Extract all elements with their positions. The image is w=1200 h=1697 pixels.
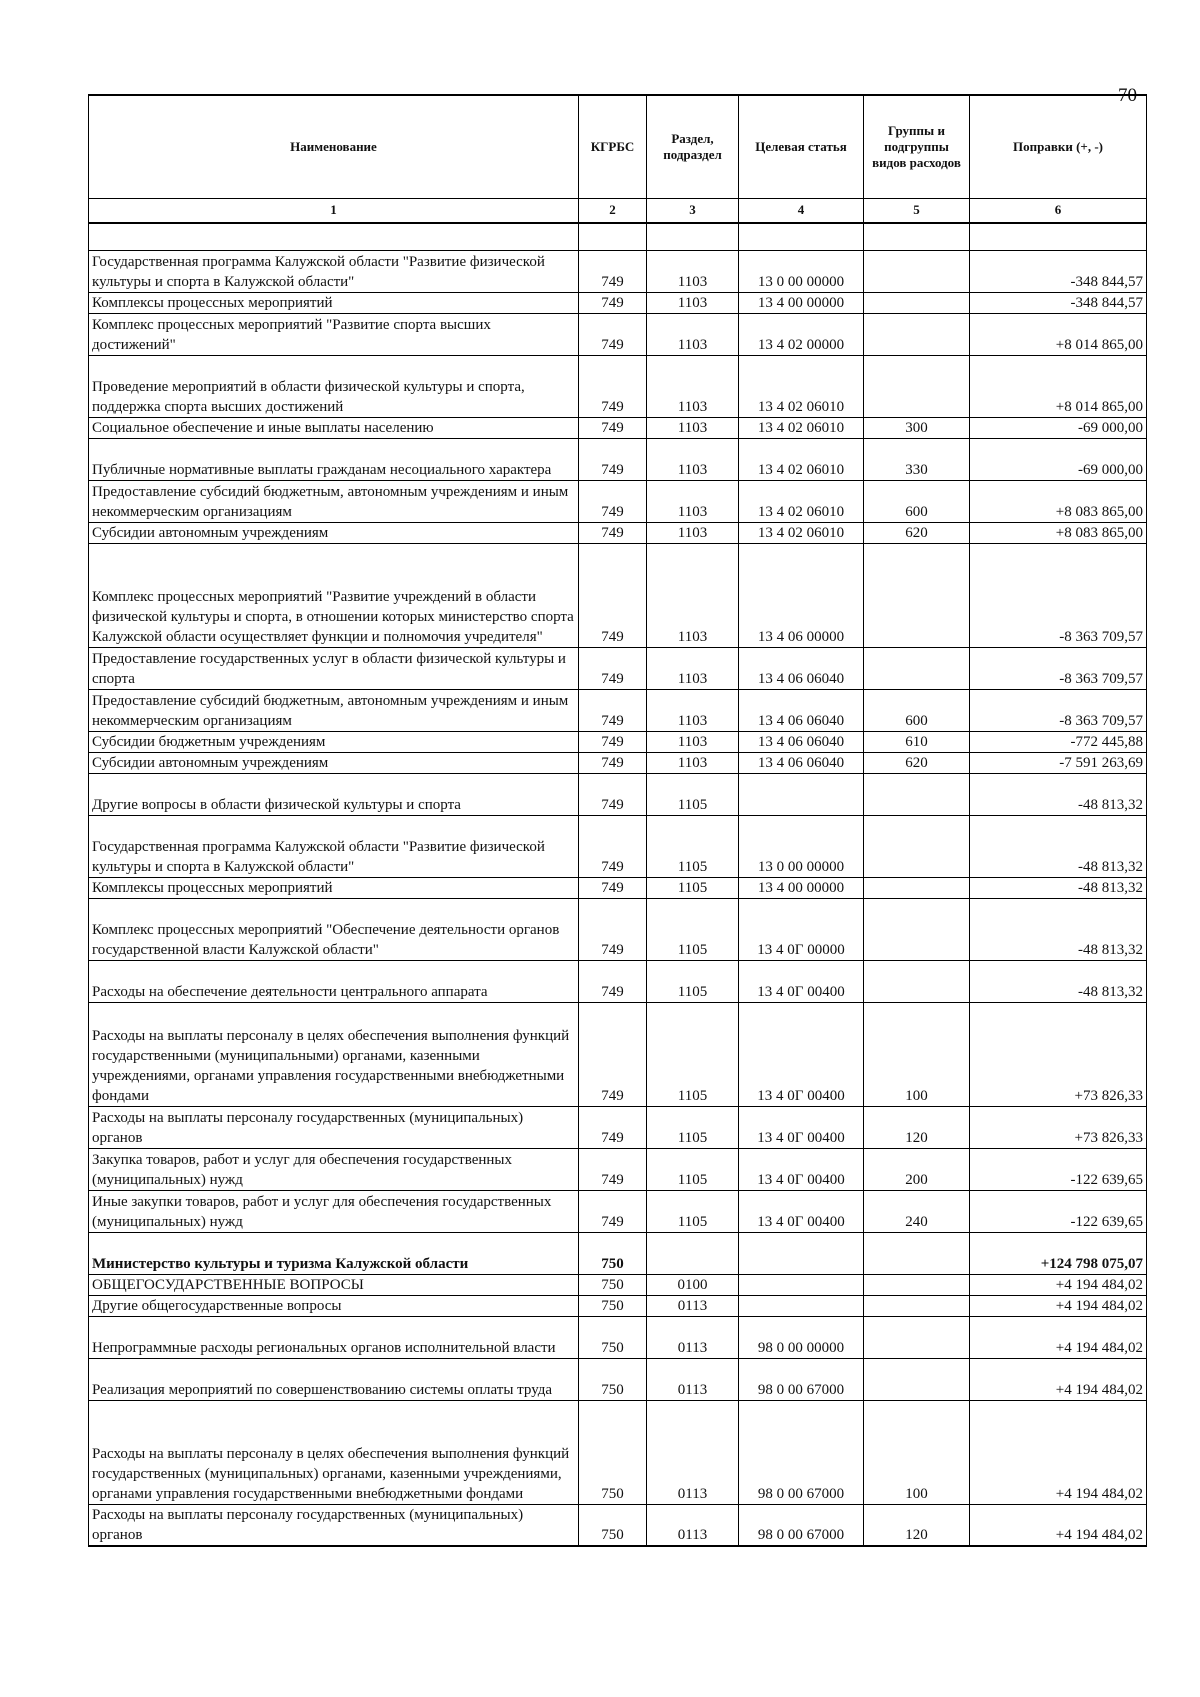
- row-amount: +124 798 075,07: [970, 1232, 1147, 1274]
- row-kgrbs: 749: [579, 522, 647, 543]
- row-target: 13 4 0Г 00400: [739, 1002, 864, 1106]
- row-razdel: 1103: [647, 752, 739, 773]
- row-kgrbs: 749: [579, 752, 647, 773]
- row-name: Непрограммные расходы региональных органов исполнительной власти: [89, 1316, 579, 1358]
- table-row: [89, 773, 1147, 815]
- table-row: [89, 292, 1147, 313]
- table-row: [89, 1190, 1147, 1232]
- row-amount: +73 826,33: [970, 1106, 1147, 1148]
- row-target: 13 4 0Г 00400: [739, 1106, 864, 1148]
- row-razdel: 0113: [647, 1504, 739, 1546]
- row-target: 13 4 02 06010: [739, 522, 864, 543]
- row-amount: -48 813,32: [970, 877, 1147, 898]
- row-expense-type: [864, 647, 970, 689]
- row-target: 13 4 06 00000: [739, 543, 864, 647]
- spacer-row: [89, 223, 1147, 251]
- column-number: 3: [647, 198, 739, 223]
- row-razdel: 1105: [647, 815, 739, 877]
- row-kgrbs: 750: [579, 1295, 647, 1316]
- table-row: [89, 543, 1147, 647]
- row-razdel: 1103: [647, 522, 739, 543]
- header-kgrbs: КГРБС: [579, 95, 647, 198]
- row-kgrbs: 749: [579, 250, 647, 292]
- row-name: Комплекс процессных мероприятий "Обеспечение деятельности органов государственной власти Калужской области": [89, 898, 579, 960]
- row-expense-type: 330: [864, 438, 970, 480]
- row-amount: -69 000,00: [970, 417, 1147, 438]
- row-expense-type: [864, 1316, 970, 1358]
- table-row: [89, 960, 1147, 1002]
- row-target: 13 4 00 00000: [739, 877, 864, 898]
- row-target: [739, 1295, 864, 1316]
- row-expense-type: 600: [864, 689, 970, 731]
- row-name: Расходы на выплаты персоналу в целях обеспечения выполнения функций государственными (муниципальными) органами, казенными учреждениями, органами управления государственными внебюджетными фондами: [89, 1002, 579, 1106]
- header-target: Целевая статья: [739, 95, 864, 198]
- row-name: Предоставление государственных услуг в области физической культуры и спорта: [89, 647, 579, 689]
- row-target: 13 4 0Г 00400: [739, 960, 864, 1002]
- row-kgrbs: 750: [579, 1400, 647, 1504]
- row-name: Иные закупки товаров, работ и услуг для обеспечения государственных (муниципальных) нужд: [89, 1190, 579, 1232]
- row-razdel: 1105: [647, 1148, 739, 1190]
- row-target: 13 4 02 06010: [739, 438, 864, 480]
- row-amount: +8 083 865,00: [970, 480, 1147, 522]
- row-amount: +4 194 484,02: [970, 1274, 1147, 1295]
- row-target: 98 0 00 67000: [739, 1358, 864, 1400]
- row-expense-type: 100: [864, 1002, 970, 1106]
- row-name: Предоставление субсидий бюджетным, автономным учреждениям и иным некоммерческим организациям: [89, 480, 579, 522]
- row-target: 13 4 06 06040: [739, 689, 864, 731]
- row-amount: -48 813,32: [970, 815, 1147, 877]
- row-expense-type: 120: [864, 1106, 970, 1148]
- row-amount: +4 194 484,02: [970, 1295, 1147, 1316]
- row-amount: -348 844,57: [970, 292, 1147, 313]
- column-number-row: [89, 198, 1147, 223]
- row-amount: -48 813,32: [970, 773, 1147, 815]
- row-target: [739, 773, 864, 815]
- row-expense-type: [864, 250, 970, 292]
- row-amount: +8 083 865,00: [970, 522, 1147, 543]
- row-name: Комплексы процессных мероприятий: [89, 877, 579, 898]
- row-kgrbs: 749: [579, 773, 647, 815]
- row-kgrbs: 749: [579, 647, 647, 689]
- row-target: 13 4 06 06040: [739, 731, 864, 752]
- row-kgrbs: 749: [579, 1148, 647, 1190]
- row-name: Закупка товаров, работ и услуг для обеспечения государственных (муниципальных) нужд: [89, 1148, 579, 1190]
- row-amount: +4 194 484,02: [970, 1400, 1147, 1504]
- row-amount: -8 363 709,57: [970, 689, 1147, 731]
- table-row: [89, 1358, 1147, 1400]
- table-row: [89, 898, 1147, 960]
- table-row: [89, 1148, 1147, 1190]
- column-number: 4: [739, 198, 864, 223]
- row-name: Предоставление субсидий бюджетным, автономным учреждениям и иным некоммерческим организациям: [89, 689, 579, 731]
- table-row: [89, 313, 1147, 355]
- row-name: Субсидии автономным учреждениям: [89, 752, 579, 773]
- row-target: [739, 1232, 864, 1274]
- table-row: [89, 250, 1147, 292]
- row-kgrbs: 749: [579, 731, 647, 752]
- page-number: 70: [1118, 85, 1137, 106]
- row-target: 13 4 0Г 00400: [739, 1148, 864, 1190]
- row-kgrbs: 750: [579, 1358, 647, 1400]
- row-razdel: 1103: [647, 689, 739, 731]
- column-number: 5: [864, 198, 970, 223]
- row-target: 13 4 02 00000: [739, 313, 864, 355]
- row-name: Расходы на обеспечение деятельности центрального аппарата: [89, 960, 579, 1002]
- row-amount: -48 813,32: [970, 960, 1147, 1002]
- table-row: [89, 522, 1147, 543]
- row-name: Расходы на выплаты персоналу в целях обеспечения выполнения функций государственных (муниципальных) органами, казенными учреждениями, органами управления государственными внебюджетными фондами: [89, 1400, 579, 1504]
- row-amount: -69 000,00: [970, 438, 1147, 480]
- row-expense-type: [864, 898, 970, 960]
- row-expense-type: 620: [864, 522, 970, 543]
- table-row: [89, 877, 1147, 898]
- table-row: [89, 731, 1147, 752]
- row-razdel: 1103: [647, 480, 739, 522]
- row-kgrbs: 750: [579, 1316, 647, 1358]
- row-razdel: 1103: [647, 292, 739, 313]
- column-number: 1: [89, 198, 579, 223]
- row-razdel: 1105: [647, 1190, 739, 1232]
- row-amount: -48 813,32: [970, 898, 1147, 960]
- row-expense-type: 120: [864, 1504, 970, 1546]
- table-row: [89, 1295, 1147, 1316]
- row-kgrbs: 749: [579, 355, 647, 417]
- row-target: 13 4 0Г 00000: [739, 898, 864, 960]
- row-expense-type: [864, 1295, 970, 1316]
- row-razdel: 1103: [647, 355, 739, 417]
- row-target: 13 4 02 06010: [739, 417, 864, 438]
- row-expense-type: 620: [864, 752, 970, 773]
- table-row: [89, 752, 1147, 773]
- header-name: Наименование: [89, 95, 579, 198]
- row-kgrbs: 749: [579, 960, 647, 1002]
- table-row: [89, 647, 1147, 689]
- table-row: [89, 1106, 1147, 1148]
- row-kgrbs: 749: [579, 898, 647, 960]
- column-number: 2: [579, 198, 647, 223]
- row-expense-type: 610: [864, 731, 970, 752]
- row-amount: -122 639,65: [970, 1190, 1147, 1232]
- row-razdel: 1103: [647, 438, 739, 480]
- table-row: [89, 1232, 1147, 1274]
- row-kgrbs: 749: [579, 543, 647, 647]
- row-name: Министерство культуры и туризма Калужской области: [89, 1232, 579, 1274]
- row-target: 13 0 00 00000: [739, 250, 864, 292]
- row-target: 13 4 02 06010: [739, 355, 864, 417]
- row-kgrbs: 749: [579, 1190, 647, 1232]
- row-name: Другие общегосударственные вопросы: [89, 1295, 579, 1316]
- table-row: [89, 480, 1147, 522]
- row-name: Расходы на выплаты персоналу государственных (муниципальных) органов: [89, 1504, 579, 1546]
- header-groups: Группы и подгруппы видов расходов: [864, 95, 970, 198]
- row-name: Субсидии бюджетным учреждениям: [89, 731, 579, 752]
- row-expense-type: [864, 543, 970, 647]
- row-name: Субсидии автономным учреждениям: [89, 522, 579, 543]
- row-name: Государственная программа Калужской области "Развитие физической культуры и спорта в Калужской области": [89, 815, 579, 877]
- row-expense-type: 200: [864, 1148, 970, 1190]
- row-name: Другие вопросы в области физической культуры и спорта: [89, 773, 579, 815]
- row-amount: -122 639,65: [970, 1148, 1147, 1190]
- row-amount: +4 194 484,02: [970, 1504, 1147, 1546]
- row-expense-type: [864, 815, 970, 877]
- row-expense-type: 600: [864, 480, 970, 522]
- row-razdel: 1103: [647, 250, 739, 292]
- row-amount: +4 194 484,02: [970, 1358, 1147, 1400]
- row-target: 13 4 0Г 00400: [739, 1190, 864, 1232]
- row-amount: -8 363 709,57: [970, 647, 1147, 689]
- row-expense-type: [864, 877, 970, 898]
- row-expense-type: [864, 960, 970, 1002]
- row-razdel: [647, 1232, 739, 1274]
- header-row: [89, 95, 1147, 198]
- row-amount: -772 445,88: [970, 731, 1147, 752]
- row-expense-type: 240: [864, 1190, 970, 1232]
- row-name: Реализация мероприятий по совершенствованию системы оплаты труда: [89, 1358, 579, 1400]
- row-name: Социальное обеспечение и иные выплаты населению: [89, 417, 579, 438]
- row-amount: -8 363 709,57: [970, 543, 1147, 647]
- table-row: [89, 1002, 1147, 1106]
- header-amendments: Поправки (+, -): [970, 95, 1147, 198]
- table-row: [89, 438, 1147, 480]
- row-name: Проведение мероприятий в области физической культуры и спорта, поддержка спорта высших достижений: [89, 355, 579, 417]
- row-razdel: 0113: [647, 1316, 739, 1358]
- row-razdel: 0100: [647, 1274, 739, 1295]
- header-razdel: Раздел, подраздел: [647, 95, 739, 198]
- row-razdel: 1105: [647, 1106, 739, 1148]
- row-kgrbs: 750: [579, 1504, 647, 1546]
- row-name: Комплекс процессных мероприятий "Развитие спорта высших достижений": [89, 313, 579, 355]
- row-kgrbs: 749: [579, 292, 647, 313]
- row-name: Комплекс процессных мероприятий "Развитие учреждений в области физической культуры и спорта, в отношении которых министерство спорта Калужской области осуществляет функции и полномочия учредителя": [89, 543, 579, 647]
- table-row: [89, 689, 1147, 731]
- row-name: Комплексы процессных мероприятий: [89, 292, 579, 313]
- row-razdel: 1103: [647, 731, 739, 752]
- row-kgrbs: 749: [579, 877, 647, 898]
- row-expense-type: [864, 292, 970, 313]
- row-target: 13 4 00 00000: [739, 292, 864, 313]
- table-row: [89, 1400, 1147, 1504]
- row-target: 13 4 02 06010: [739, 480, 864, 522]
- table-row: [89, 355, 1147, 417]
- row-razdel: 1105: [647, 773, 739, 815]
- row-razdel: 1103: [647, 647, 739, 689]
- row-name: ОБЩЕГОСУДАРСТВЕННЫЕ ВОПРОСЫ: [89, 1274, 579, 1295]
- row-kgrbs: 749: [579, 815, 647, 877]
- row-kgrbs: 750: [579, 1274, 647, 1295]
- table-row: [89, 1504, 1147, 1546]
- row-target: 13 4 06 06040: [739, 647, 864, 689]
- row-kgrbs: 749: [579, 1106, 647, 1148]
- row-razdel: 0113: [647, 1400, 739, 1504]
- budget-amendments-table: [88, 94, 1147, 1547]
- row-name: Публичные нормативные выплаты гражданам несоциального характера: [89, 438, 579, 480]
- row-amount: +73 826,33: [970, 1002, 1147, 1106]
- row-expense-type: [864, 773, 970, 815]
- row-target: [739, 1274, 864, 1295]
- row-amount: +8 014 865,00: [970, 313, 1147, 355]
- row-razdel: 1103: [647, 313, 739, 355]
- table-row: [89, 815, 1147, 877]
- row-expense-type: 100: [864, 1400, 970, 1504]
- row-kgrbs: 749: [579, 689, 647, 731]
- row-kgrbs: 749: [579, 417, 647, 438]
- row-target: 98 0 00 67000: [739, 1504, 864, 1546]
- table-row: [89, 417, 1147, 438]
- row-expense-type: [864, 1358, 970, 1400]
- row-amount: +4 194 484,02: [970, 1316, 1147, 1358]
- row-expense-type: [864, 355, 970, 417]
- row-kgrbs: 749: [579, 438, 647, 480]
- row-razdel: 1105: [647, 898, 739, 960]
- row-expense-type: [864, 313, 970, 355]
- row-expense-type: 300: [864, 417, 970, 438]
- table-row: [89, 1316, 1147, 1358]
- column-number: 6: [970, 198, 1147, 223]
- row-amount: +8 014 865,00: [970, 355, 1147, 417]
- row-razdel: 0113: [647, 1358, 739, 1400]
- row-target: 13 4 06 06040: [739, 752, 864, 773]
- row-kgrbs: 749: [579, 480, 647, 522]
- row-razdel: 1105: [647, 877, 739, 898]
- row-name: Расходы на выплаты персоналу государственных (муниципальных) органов: [89, 1106, 579, 1148]
- row-razdel: 1105: [647, 960, 739, 1002]
- row-name: Государственная программа Калужской области "Развитие физической культуры и спорта в Калужской области": [89, 250, 579, 292]
- row-kgrbs: 750: [579, 1232, 647, 1274]
- table-body: [89, 223, 1147, 1547]
- row-expense-type: [864, 1274, 970, 1295]
- row-razdel: 1103: [647, 417, 739, 438]
- row-amount: -7 591 263,69: [970, 752, 1147, 773]
- row-razdel: 1103: [647, 543, 739, 647]
- row-target: 13 0 00 00000: [739, 815, 864, 877]
- row-kgrbs: 749: [579, 313, 647, 355]
- row-razdel: 1105: [647, 1002, 739, 1106]
- row-razdel: 0113: [647, 1295, 739, 1316]
- row-kgrbs: 749: [579, 1002, 647, 1106]
- row-expense-type: [864, 1232, 970, 1274]
- row-target: 98 0 00 67000: [739, 1400, 864, 1504]
- table-row: [89, 1274, 1147, 1295]
- row-target: 98 0 00 00000: [739, 1316, 864, 1358]
- row-amount: -348 844,57: [970, 250, 1147, 292]
